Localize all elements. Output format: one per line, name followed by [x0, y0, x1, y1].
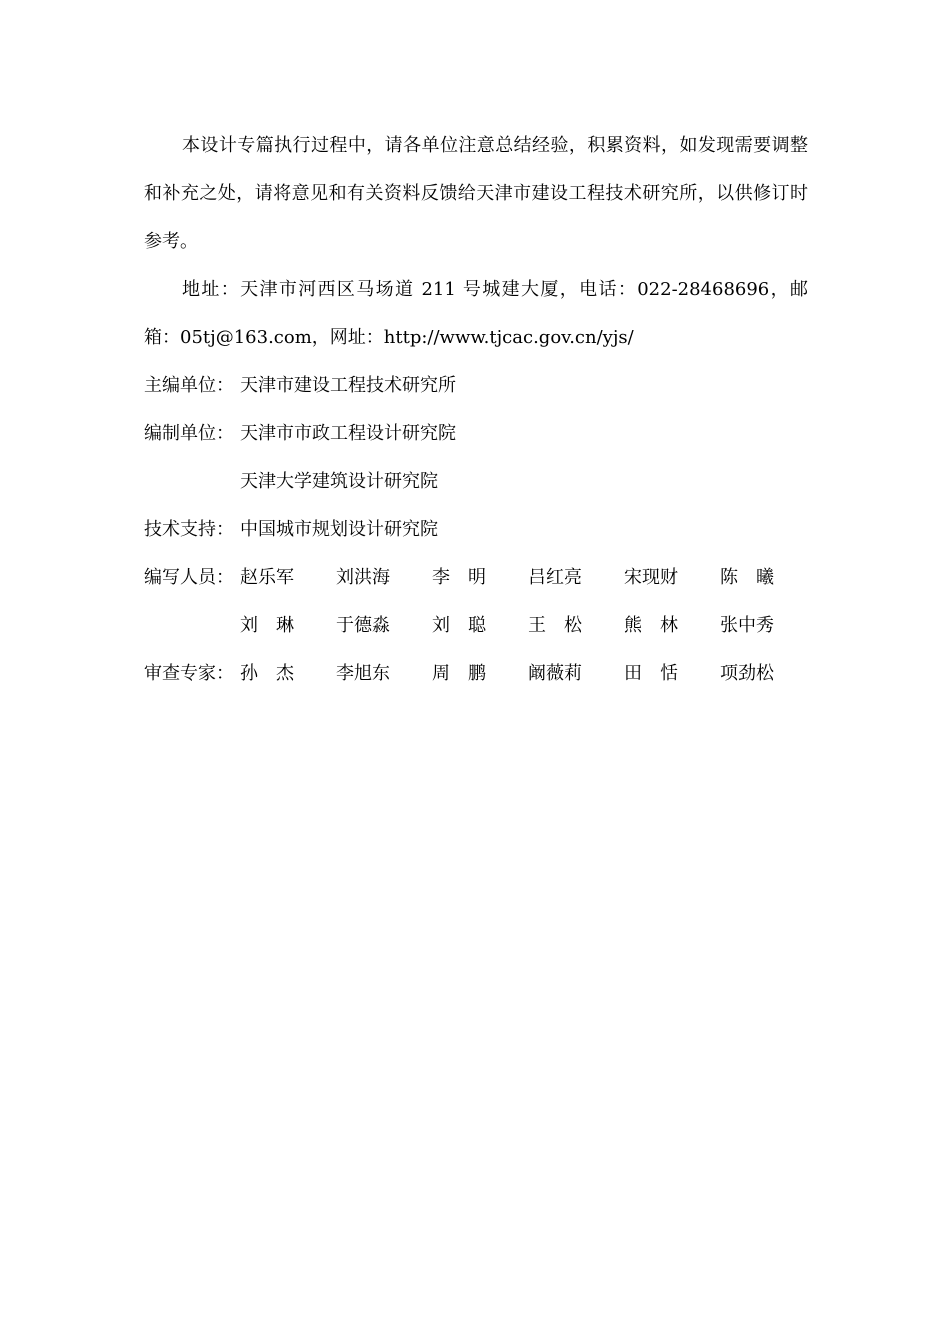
intro-paragraph: 本设计专篇执行过程中，请各单位注意总结经验，积累资料，如发现需要调整和补充之处，请将意见和有关资料反馈给天津市建设工程技术研究所，以供修订时参考。 [144, 135, 808, 252]
reviewer-name: 项劲松 [720, 663, 774, 684]
author-name: 刘洪海 [336, 567, 390, 588]
author-name: 刘 琳 [240, 615, 294, 636]
editor-value: 天津市建设工程技术研究所 [240, 375, 456, 396]
author-name: 赵乐军 [240, 567, 294, 588]
author-name: 刘 聪 [432, 615, 486, 636]
author-name: 吕红亮 [528, 567, 582, 588]
author-name: 张中秀 [720, 615, 774, 636]
authors-label: 编写人员： [144, 567, 234, 588]
reviewer-name: 周 鹏 [432, 663, 486, 684]
compiler-value-2: 天津大学建筑设计研究院 [240, 471, 438, 492]
authors-row-1 [144, 554, 808, 602]
reviewers-label: 审查专家： [144, 663, 234, 684]
author-name: 熊 林 [624, 615, 678, 636]
reviewers-row [144, 650, 808, 698]
editor-label: 主编单位： [144, 375, 234, 396]
reviewer-name: 阚薇莉 [528, 663, 582, 684]
contact-paragraph: 地址：天津市河西区马场道 211 号城建大厦，电话：022-28468696，邮箱：05tj@163.com，网址：http://www.tjcac.gov.cn/yjs/ [144, 279, 808, 348]
reviewer-name: 田 恬 [624, 663, 678, 684]
support-label: 技术支持： [144, 519, 234, 540]
author-name: 王 松 [528, 615, 582, 636]
reviewer-name: 李旭东 [336, 663, 390, 684]
authors-row-2 [144, 602, 808, 650]
author-name: 于德淼 [336, 615, 390, 636]
compiler-label: 编制单位： [144, 423, 234, 444]
support-value: 中国城市规划设计研究院 [240, 519, 438, 540]
author-name: 陈 曦 [720, 567, 774, 588]
reviewer-name: 孙 杰 [240, 663, 294, 684]
compiler-value-1: 天津市市政工程设计研究院 [240, 423, 456, 444]
author-name: 李 明 [432, 567, 486, 588]
author-name: 宋现财 [624, 567, 678, 588]
